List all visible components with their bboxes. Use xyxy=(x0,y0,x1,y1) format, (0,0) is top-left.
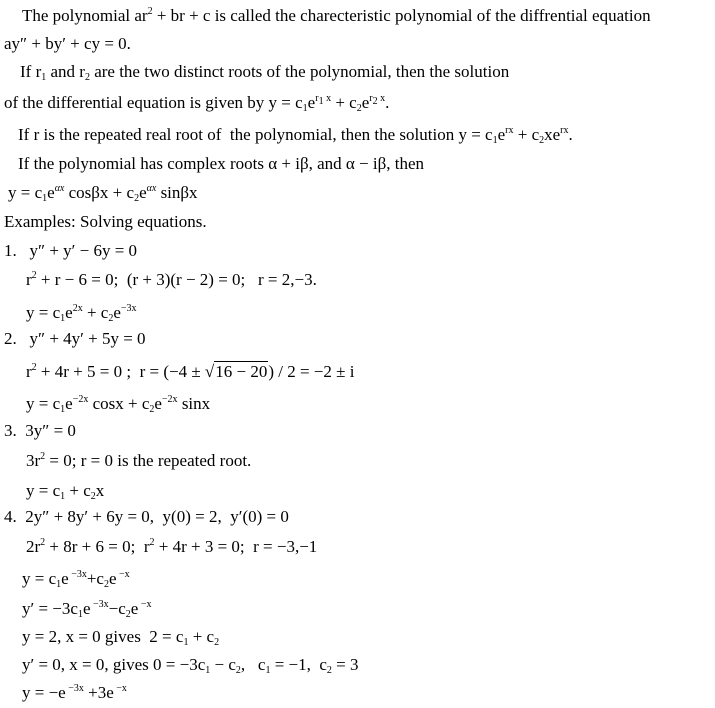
example-3-step-1: $3r^2 = 0$; r = 0 is the repeated root. xyxy=(26,451,252,470)
examples-heading: Examples: Solving equations. xyxy=(4,212,207,231)
example-3-step-2: $y = c_1 + c_2x$ xyxy=(26,481,105,502)
intro-line-4: of the differential equation is given by $y = c_1e^{r_1 x} + c_2e^{r_2 x}$. xyxy=(4,93,390,114)
example-1-step-2: $y = c_1e^{2x} + c_2e^{-3x}$ xyxy=(26,303,137,324)
example-4-step-3: $y' = -3c_1e$ $^{-3x}-c_2e$ $^{-x}$ xyxy=(22,599,152,620)
example-4-equation: 4. 2y″ + 8y′ + 6y = 0, y(0) = 2, y′(0) = 0 xyxy=(4,507,289,526)
example-2-step-2: $y = c_1e^{-2x}$ $\cos x + c_2e^{-2x}$ sinx xyxy=(26,394,211,415)
example-1-step-1: $r^2 + r - 6 = 0$; (r + 3)(r − 2) = 0; r = 2,−3. xyxy=(26,270,317,289)
example-2-step-1: $r^2 + 4r + 5 = 0$ ; r = (−4 ± √16 − 20) / 2 = −2 ± i xyxy=(26,362,355,381)
intro-line-7: $y = c_1e^{\alpha x}$ $\cos\beta x + c_2e^{\alpha x}$ sinβx xyxy=(8,183,198,204)
intro-line-6: If the polynomial has complex roots α + iβ, and α − iβ, then xyxy=(18,154,425,173)
intro-line-1: The polynomial $ar^2$ + br + c is called the charecteristic polynomial of the diffrential equation xyxy=(22,6,651,25)
example-1-equation: 1. y″ + y′ − 6y = 0 xyxy=(4,241,138,260)
intro-line-2: ay″ + by′ + cy = 0. xyxy=(4,34,131,53)
example-4-step-2: $y = c_1e$ $^{-3x}+c_2e$ $^{-x}$ xyxy=(22,569,130,590)
example-2-equation: 2. y″ + 4y′ + 5y = 0 xyxy=(4,329,146,348)
example-3-equation: 3. 3y″ = 0 xyxy=(4,421,76,440)
example-4-step-1: $2r^2 + 8r + 6 = 0$; $r^2 + 4r + 3 = 0$; r = −3,−1 xyxy=(26,537,318,556)
example-4-step-6: y = −e $^{-3x}$ +3e $^{-x}$ xyxy=(22,683,127,702)
intro-line-5: If r is the repeated real root of the polynomial, then the solution $y = c_1e^{rx} + c_2xe^{rx}$. xyxy=(18,125,573,146)
example-4-step-4: y = 2, x = 0 gives $2 = c_1 + c_2$ xyxy=(22,627,220,648)
example-4-step-5: y′ = 0, x = 0, gives $0 = -3c_1 - c_2$, $c_1 = -1$, $c_2 = 3$ xyxy=(22,655,359,676)
intro-line-3: If $r_1$ and $r_2$ are the two distinct roots of the polynomial, then the solution xyxy=(20,62,510,83)
